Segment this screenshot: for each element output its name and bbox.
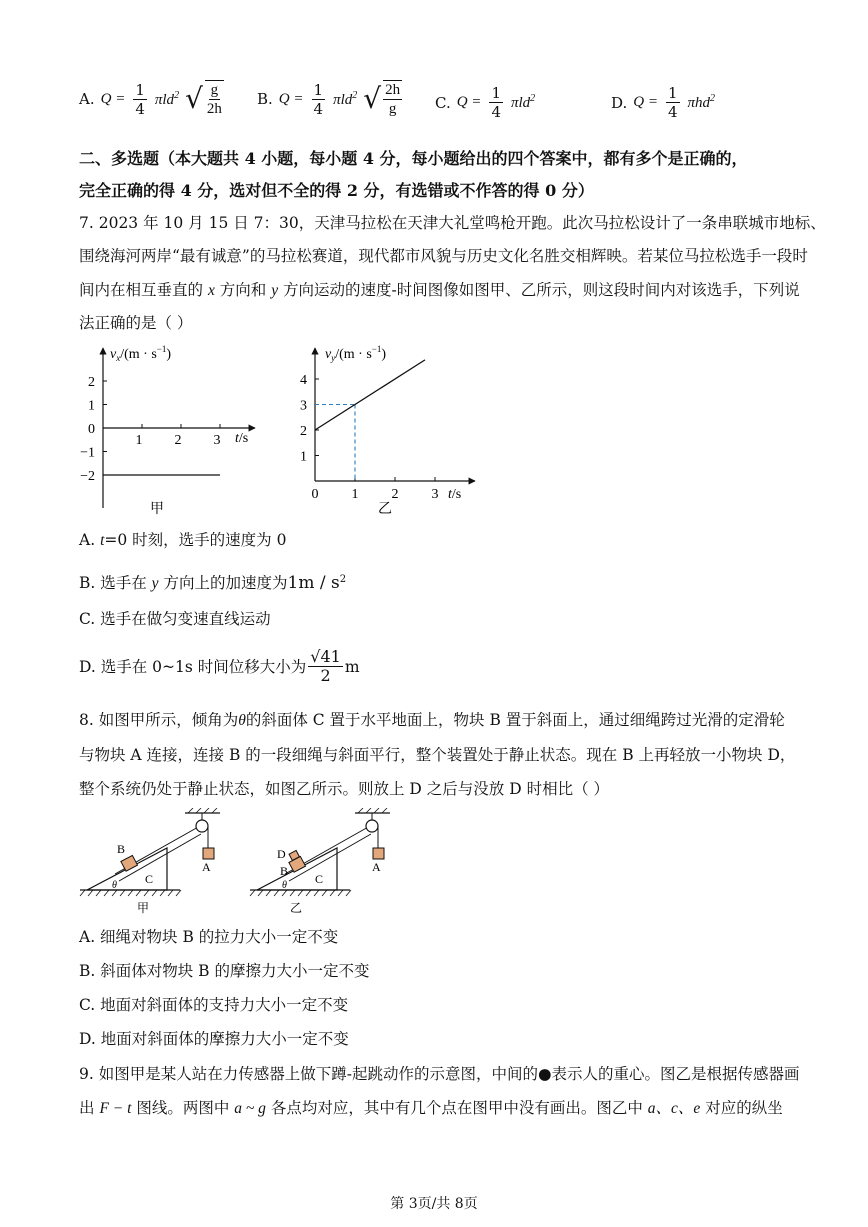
y-axis-label: $v_y/(m \cdot s^{-1})$ <box>325 344 387 363</box>
sqrt-expr: √ $\frac{g}{2h}$ <box>185 82 222 117</box>
pulley <box>196 820 208 832</box>
ceiling-hatch <box>358 808 387 813</box>
x-tick-label: 3 <box>213 433 221 448</box>
sqrt-den: g <box>388 101 397 117</box>
y-tick-label: 1 <box>300 449 307 465</box>
label-a: A <box>202 860 211 874</box>
text: 方向和 <box>214 281 272 299</box>
block-a <box>203 848 214 859</box>
text: 对应的纵坐 <box>700 1099 783 1117</box>
q7-line3 <box>79 280 800 301</box>
y-tick-label: 2 <box>300 424 307 439</box>
series-vy-line <box>315 360 425 430</box>
option-sup: 2 <box>174 89 180 101</box>
text: 8. 如图甲所示，倾角为 <box>79 711 239 729</box>
option-sup: 2 <box>530 93 536 104</box>
incline-figure-left <box>75 808 255 920</box>
var-y: y <box>151 575 159 593</box>
text: B. 选手在 <box>79 574 152 593</box>
ceiling-hatch <box>188 808 217 813</box>
q8-option-d: D. 地面对斜面体的摩擦力大小一定不变 <box>79 1030 349 1048</box>
text: D. 选手在 0~1s 时间位移大小为 <box>79 657 307 676</box>
unit-exp: 2 <box>339 574 347 585</box>
text: =0 时刻，选手的速度为 0 <box>104 531 287 549</box>
text: 的斜面体 C 置于水平地面上，物块 B 置于斜面上，通过细绳跨过光滑的定滑轮 <box>245 711 785 729</box>
frac-num: 1 <box>667 84 678 102</box>
y-axis-label: $v_x/(m \cdot s^{-1})$ <box>110 344 172 363</box>
option-expr: πld <box>333 91 353 108</box>
x-tick-label: 1 <box>351 487 359 502</box>
figure-caption: 乙 <box>290 901 303 915</box>
q7-option-a <box>79 530 286 551</box>
text: 各点均对应，其中有几个点在图甲中没有画出。图乙中 <box>265 1099 648 1117</box>
q8-line1 <box>79 710 785 731</box>
option-lhs: Q = <box>456 94 482 110</box>
label-theta: θ <box>282 880 287 891</box>
y-tick-label: 2 <box>88 375 95 390</box>
text: 间内在相互垂直的 <box>79 281 208 299</box>
math-ace: a、c、e <box>647 1100 701 1117</box>
q7-option-b <box>79 570 346 594</box>
option-sup: 2 <box>352 89 358 101</box>
option-expr: πld <box>154 91 175 108</box>
ground-hatch <box>250 890 351 896</box>
label-c: C <box>315 872 324 886</box>
q7-option-c: C. 选手在做匀变速直线运动 <box>79 610 271 628</box>
q7-line2: 围绕海河两岸“最有诚意”的马拉松赛道，现代都市风貌与历史文化名胜交相辉映。若某位马拉松选手一段时 <box>79 247 808 265</box>
option-label: B. <box>257 90 273 108</box>
vy-t-chart <box>290 340 490 520</box>
frac-num: 1 <box>313 80 324 99</box>
frac-den: 4 <box>313 99 324 118</box>
q8-option-a: A. 细绳对物块 B 的拉力大小一定不变 <box>79 928 339 946</box>
q8-option-c: C. 地面对斜面体的支持力大小一定不变 <box>79 996 349 1014</box>
frac-num: √41 <box>310 647 341 666</box>
label-d: D <box>277 847 286 861</box>
y-tick-label: 0 <box>88 422 95 437</box>
label-c: C <box>145 872 154 886</box>
unit: m <box>344 657 360 676</box>
math-ft: F − t <box>99 1100 132 1117</box>
x-tick-label: 3 <box>431 487 439 502</box>
text: 方向上的加速度为 <box>158 574 288 593</box>
frac-num: 1 <box>491 84 501 102</box>
x-axis-label: t/s <box>448 487 462 502</box>
ground-hatch <box>80 890 181 896</box>
x-tick-label: 1 <box>135 433 143 448</box>
x-tick-label: 2 <box>174 433 182 448</box>
sqrt-num: g <box>210 82 219 98</box>
figure-caption: 甲 <box>150 502 164 517</box>
var-x: x <box>207 282 215 299</box>
y-tick-label: 4 <box>300 373 307 388</box>
math-ag: a ~ g <box>234 1100 266 1117</box>
label-theta: θ <box>112 880 117 891</box>
block-a <box>373 848 384 859</box>
y-tick-label: 1 <box>88 398 95 414</box>
option-lhs: Q = <box>278 90 304 107</box>
frac-den: 4 <box>667 103 678 121</box>
label-b: B <box>280 864 289 878</box>
q7-line1: 7. 2023 年 10 月 15 日 7：30，天津马拉松在天津大礼堂鸣枪开跑。此次马拉松设计了一条串联城市地标、 <box>79 214 826 232</box>
option-expr: πld <box>510 95 531 111</box>
option-label: D. <box>611 93 628 112</box>
sqrt-den: 2h <box>206 101 222 117</box>
q7-line4: 法正确的是（ ） <box>79 314 193 332</box>
option-sup: 2 <box>710 93 716 104</box>
option-expr: πhd <box>687 95 711 111</box>
frac-num: 1 <box>135 80 145 99</box>
option-lhs: Q = <box>633 94 658 110</box>
text: 方向运动的速度-时间图像如图甲、乙所示，则这段时间内对该选手，下列说 <box>278 281 800 299</box>
pulley <box>366 820 378 832</box>
text: A. <box>79 531 101 549</box>
option-label: A. <box>79 90 95 108</box>
section-heading-line1: 二、多选题（本大题共 4 小题，每小题 4 分，每小题给出的四个答案中，都有多个是正确的， <box>79 149 748 168</box>
frac-den: 2 <box>320 666 331 685</box>
y-tick-label: −2 <box>80 469 95 484</box>
q7-option-d <box>79 648 360 685</box>
var-t: t <box>100 532 105 549</box>
frac-den: 4 <box>135 99 145 118</box>
y-ticks <box>300 373 319 465</box>
q9-line2 <box>79 1098 783 1119</box>
text: 图线。两图中 <box>131 1099 235 1117</box>
x-axis-label: t/s <box>235 431 249 446</box>
section-heading-line2: 完全正确的得 4 分，选对但不全的得 2 分，有选错或不作答的得 0 分） <box>79 181 594 200</box>
text: 出 <box>79 1099 100 1117</box>
figure-caption: 甲 <box>137 901 150 915</box>
frac-den: 4 <box>491 103 501 121</box>
page-footer: 第 3页/共 8页 <box>390 1196 478 1212</box>
q6-option-d <box>611 84 715 121</box>
q9-line1: 9. 如图甲是某人站在力传感器上做下蹲-起跳动作的示意图，中间的●表示人的重心。图乙是根据传感器画 <box>79 1065 800 1083</box>
sqrt-expr: √ $\frac{2h}{g}$ <box>363 82 401 117</box>
y-tick-label: −1 <box>80 445 95 461</box>
q8-line3: 整个系统仍处于静止状态，如图乙所示。则放上 D 之后与没放 D 时相比（ ） <box>79 780 609 798</box>
var-theta: θ <box>238 712 246 729</box>
option-label: C. <box>435 93 451 112</box>
vx-t-chart <box>70 340 270 520</box>
option-lhs: Q = <box>100 90 126 107</box>
x-tick-label: 0 <box>311 487 319 502</box>
var-y: y <box>271 282 279 299</box>
label-a: A <box>372 860 381 874</box>
figure-caption: 乙 <box>378 502 392 517</box>
unit: 1m / s <box>287 573 340 594</box>
sqrt-num: 2h <box>385 82 401 98</box>
q8-option-b: B. 斜面体对物块 B 的摩擦力大小一定不变 <box>79 962 370 980</box>
q6-option-a <box>79 80 226 118</box>
q8-line2: 与物块 A 连接，连接 B 的一段细绳与斜面平行，整个装置处于静止状态。现在 B 上再轻放一小物块 D， <box>79 746 796 764</box>
incline-figure-right <box>245 808 425 920</box>
y-tick-label: 3 <box>300 398 307 414</box>
label-b: B <box>117 842 126 856</box>
q6-option-b <box>257 80 404 118</box>
x-tick-label: 2 <box>391 487 399 502</box>
q6-option-c <box>435 84 535 121</box>
